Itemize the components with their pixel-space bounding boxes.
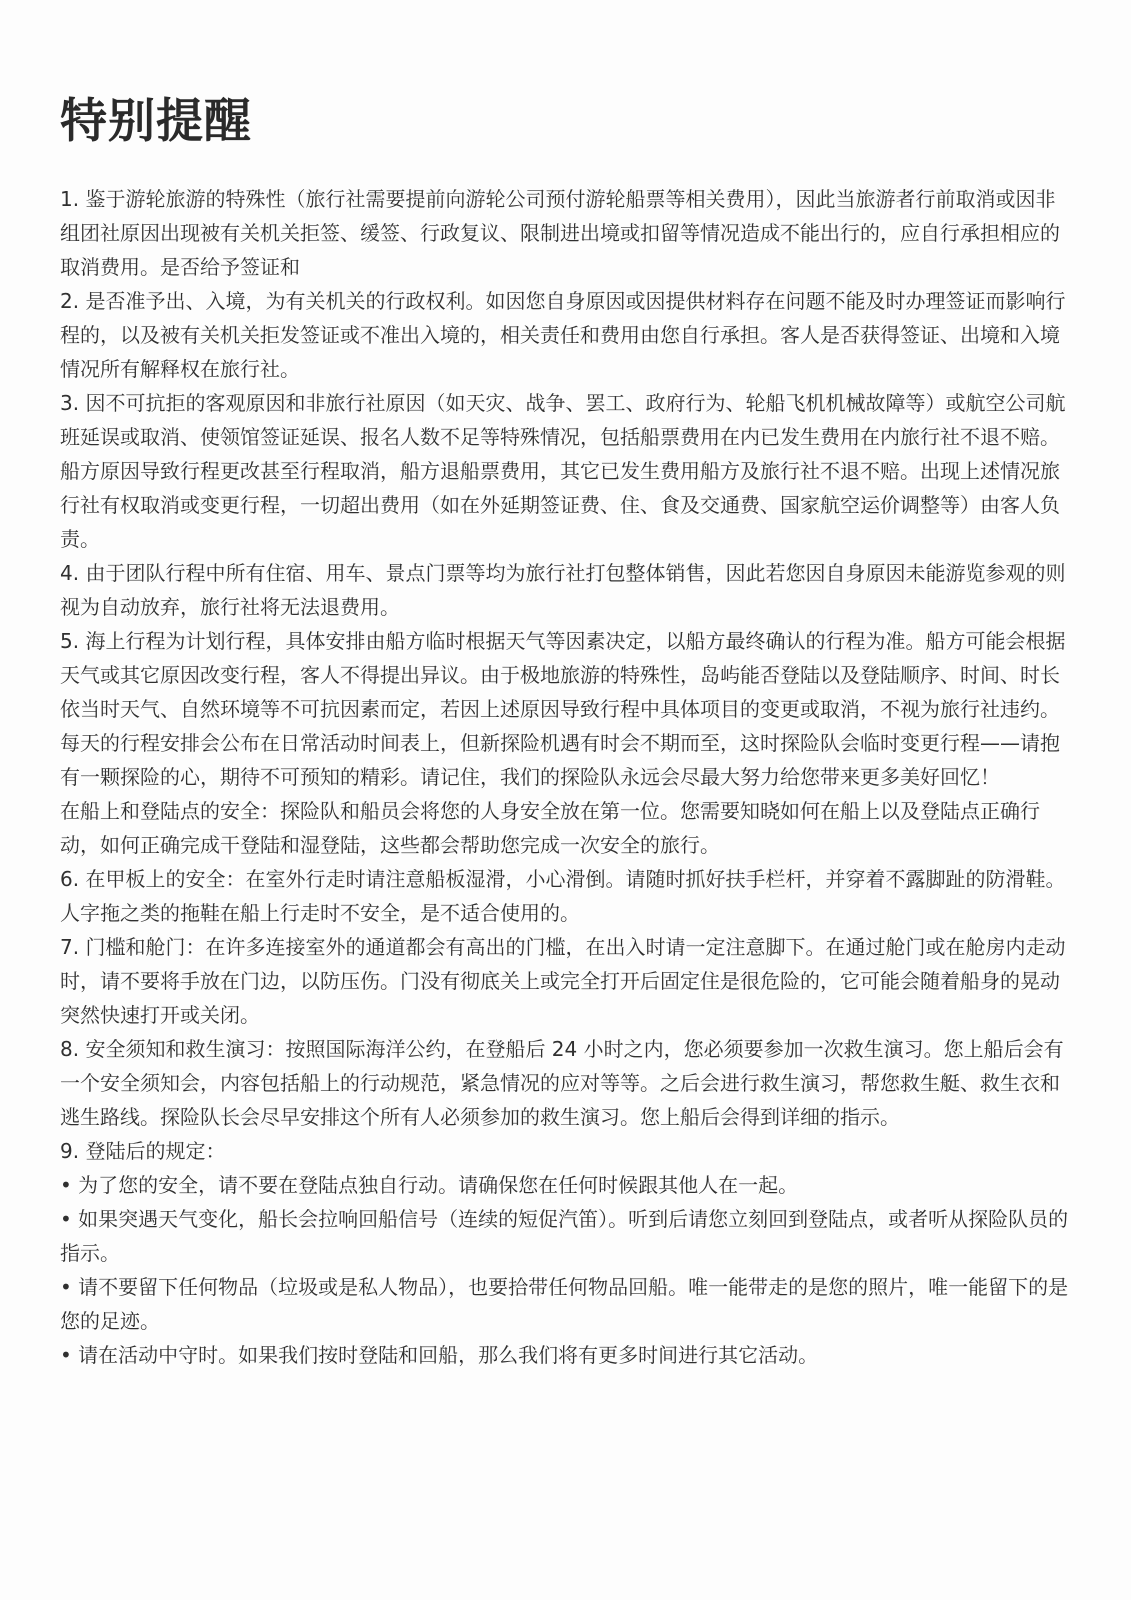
paragraph-8-safety-drill: 8. 安全须知和救生演习：按照国际海洋公约，在登船后 24 小时之内，您必须要参加一次救生演习。您上船后会有一个安全须知会，内容包括船上的行动规范，紧急情况的应对等等。之后会进行救生演习，帮您救生艇、救生衣和逃生路线。探险队长会尽早安排这个所有人必须参加的救生演习。您上船后会得到详细的指示。 (60, 1037, 1064, 1129)
paragraph-safety-intro: 在船上和登陆点的安全：探险队和船员会将您的人身安全放在第一位。您需要知晓如何在船上以及登陆点正确行动，如何正确完成干登陆和湿登陆，这些都会帮助您完成一次安全的旅行。 (60, 799, 1040, 857)
paragraph-4-package-sales: 4. 由于团队行程中所有住宿、用车、景点门票等均为旅行社打包整体销售，因此若您因自身原因未能游览参观的则视为自动放弃，旅行社将无法退费用。 (60, 561, 1066, 619)
bullet-item-punctuality: • 请在活动中守时。如果我们按时登陆和回船，那么我们将有更多时间进行其它活动。 (60, 1343, 819, 1367)
paragraph-3-force-majeure: 3. 因不可抗拒的客观原因和非旅行社原因（如天灾、战争、罢工、政府行为、轮船飞机机械故障等）或航空公司航班延误或取消、使领馆签证延误、报名人数不足等特殊情况，包括船票费用在内已发生费用在内旅行社不退不赔。船方原因导致行程更改甚至行程取消，船方退船票费用，其它已发生费用船方及旅行社不退不赔。出现上述情况旅行社有权取消或变更行程，一切超出费用（如在外延期签证费、住、食及交通费、国家航空运价调整等）由客人负责。 (60, 391, 1066, 551)
paragraph-1-cancellation-fees: 1. 鉴于游轮旅游的特殊性（旅行社需要提前向游轮公司预付游轮船票等相关费用），因此当旅游者行前取消或因非组团社原因出现被有关机关拒签、缓签、行政复议、限制进出境或扣留等情况造成不能出行的，应自行承担相应的取消费用。是否给予签证和 (60, 187, 1060, 279)
page-title: 特别提醒 (60, 94, 252, 149)
paragraph-2-visa-rights: 2. 是否准予出、入境，为有关机关的行政权利。如因您自身原因或因提供材料存在问题不能及时办理签证而影响行程的，以及被有关机关拒发签证或不准出入境的，相关责任和费用由您自行承担。客人是否获得签证、出境和入境情况所有解释权在旅行社。 (60, 289, 1066, 381)
document-page (60, 92, 1070, 1372)
bullet-item-stay-together: • 为了您的安全，请不要在登陆点独自行动。请确保您在任何时候跟其他人在一起。 (60, 1173, 799, 1197)
bullet-item-leave-nothing: • 请不要留下任何物品（垃圾或是私人物品），也要拾带任何物品回船。唯一能带走的是您的照片，唯一能留下的是您的足迹。 (60, 1275, 1069, 1333)
paragraph-9-landing-rules-heading: 9. 登陆后的规定： (60, 1139, 226, 1163)
paragraph-7-doors-thresholds: 7. 门槛和舱门：在许多连接室外的通道都会有高出的门槛，在出入时请一定注意脚下。在通过舱门或在舱房内走动时，请不要将手放在门边，以防压伤。门没有彻底关上或完全打开后固定住是很危险的，它可能会随着船身的晃动突然快速打开或关闭。 (60, 935, 1066, 1027)
document-body (60, 182, 1070, 1372)
bullet-item-weather-signal: • 如果突遇天气变化，船长会拉响回船信号（连续的短促汽笛）。听到后请您立刻回到登陆点，或者听从探险队员的指示。 (60, 1207, 1069, 1265)
paragraph-6-deck-safety: 6. 在甲板上的安全：在室外行走时请注意船板湿滑，小心滑倒。请随时抓好扶手栏杆，并穿着不露脚趾的防滑鞋。人字拖之类的拖鞋在船上行走时不安全，是不适合使用的。 (60, 867, 1066, 925)
paragraph-5-sea-itinerary: 5. 海上行程为计划行程，具体安排由船方临时根据天气等因素决定，以船方最终确认的行程为准。船方可能会根据天气或其它原因改变行程，客人不得提出异议。由于极地旅游的特殊性，岛屿能否登陆以及登陆顺序、时间、时长依当时天气、自然环境等不可抗因素而定，若因上述原因导致行程中具体项目的变更或取消，不视为旅行社违约。每天的行程安排会公布在日常活动时间表上，但新探险机遇有时会不期而至，这时探险队会临时变更行程——请抱有一颗探险的心，期待不可预知的精彩。请记住，我们的探险队永远会尽最大努力给您带来更多美好回忆！ (60, 629, 1066, 789)
